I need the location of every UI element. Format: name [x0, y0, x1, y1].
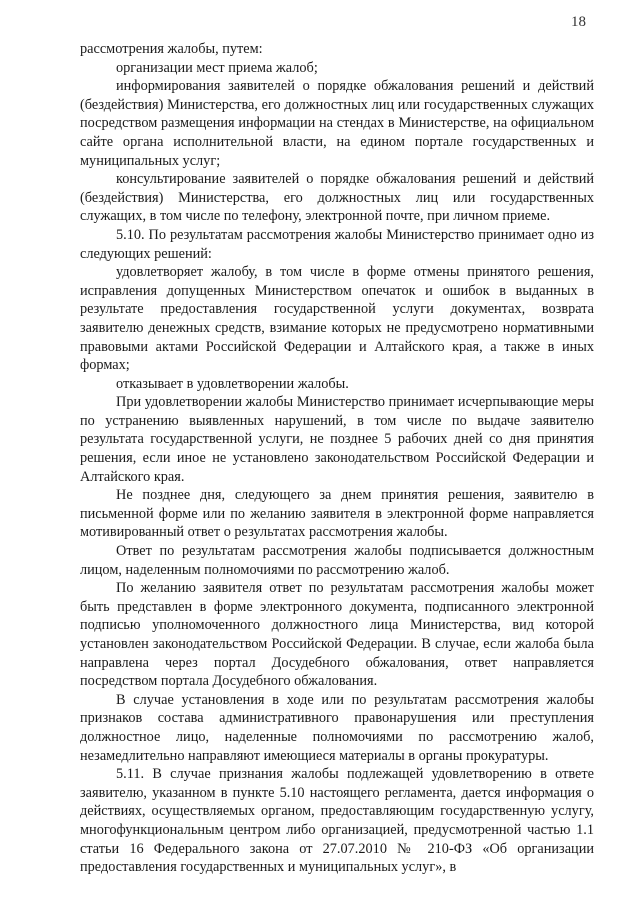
paragraph-4: консультирование заявителей о порядке обжалования решений и действий (бездействия) Министерства, его должностных лиц или государственных служащих, в том числе по телефону, электронной почте, при личном приеме. — [80, 171, 594, 225]
paragraph-7: отказывает в удовлетворении жалобы. — [116, 375, 349, 392]
page-number: 18 — [571, 14, 586, 30]
paragraph-8: При удовлетворении жалобы Министерство принимает исчерпывающие меры по устранению выявленных нарушений, в том числе по выдаче заявителю результата государственной услуги, не позднее 5 рабочих дней со дня принятия решения, если иное не установлено законодательством Российской Федерации и Алтайского края. — [80, 394, 594, 485]
paragraph-9: Не позднее дня, следующего за днем принятия решения, заявителю в письменной форме или по желанию заявителя в электронной форме направляется мотивированный ответ о результатах рассмотрения жалобы. — [80, 487, 594, 541]
paragraph-6: удовлетворяет жалобу, в том числе в форме отмены принятого решения, исправления допущенных Министерством опечаток и ошибок в выданных в результате предоставления государственной услуги документах, возврата заявителю денежных средств, взимание которых не предусмотрено нормативными правовыми актами Российской Федерации и Алтайского края, а также в иных формах; — [80, 264, 594, 374]
paragraph-5: 5.10. По результатам рассмотрения жалобы Министерство принимает одно из следующих решений: — [80, 226, 594, 262]
paragraph-3: информирования заявителей о порядке обжалования решений и действий (бездействия) Министерства, его должностных лиц или государственных служащих посредством размещения информации на стендах в Министерстве, на официальном сайте органа исполнительной власти, на едином портале государственных и муниципальных услуг; — [80, 78, 594, 169]
paragraph-13: 5.11. В случае признания жалобы подлежащей удовлетворению в ответе заявителю, указанном в пункте 5.10 настоящего регламента, дается информация о действиях, осуществляемых органом, предоставляющим государственную услугу, многофункциональным центром либо организацией, предусмотренной частью 1.1 статьи 16 Федерального закона от 27.07.2010 № 210-ФЗ «Об организации предоставления государственных и муниципальных услуг», в — [80, 766, 594, 876]
paragraph-10: Ответ по результатам рассмотрения жалобы подписывается должностным лицом, наделенным полномочиями по рассмотрению жалоб. — [80, 543, 594, 578]
paragraph-1: рассмотрения жалобы, путем: — [80, 41, 263, 57]
paragraph-11: По желанию заявителя ответ по результатам рассмотрения жалобы может быть представлен в форме электронного документа, подписанного электронной подписью уполномоченного должностного лица Министерства, вид которой установлен законодательством Российской Федерации. В случае, если жалоба была направлена через портал Досудебного обжалования, ответ направляется посредством портала Досудебного обжалования. — [80, 580, 594, 690]
paragraph-2: организации мест приема жалоб; — [116, 59, 318, 76]
paragraph-12: В случае установления в ходе или по результатам рассмотрения жалобы признаков состава административного правонарушения или преступления должностное лицо, наделенные полномочиями по рассмотрению жалоб, незамедлительно направляют имеющиеся материалы в органы прокуратуры. — [80, 691, 594, 764]
document-body — [80, 40, 594, 877]
